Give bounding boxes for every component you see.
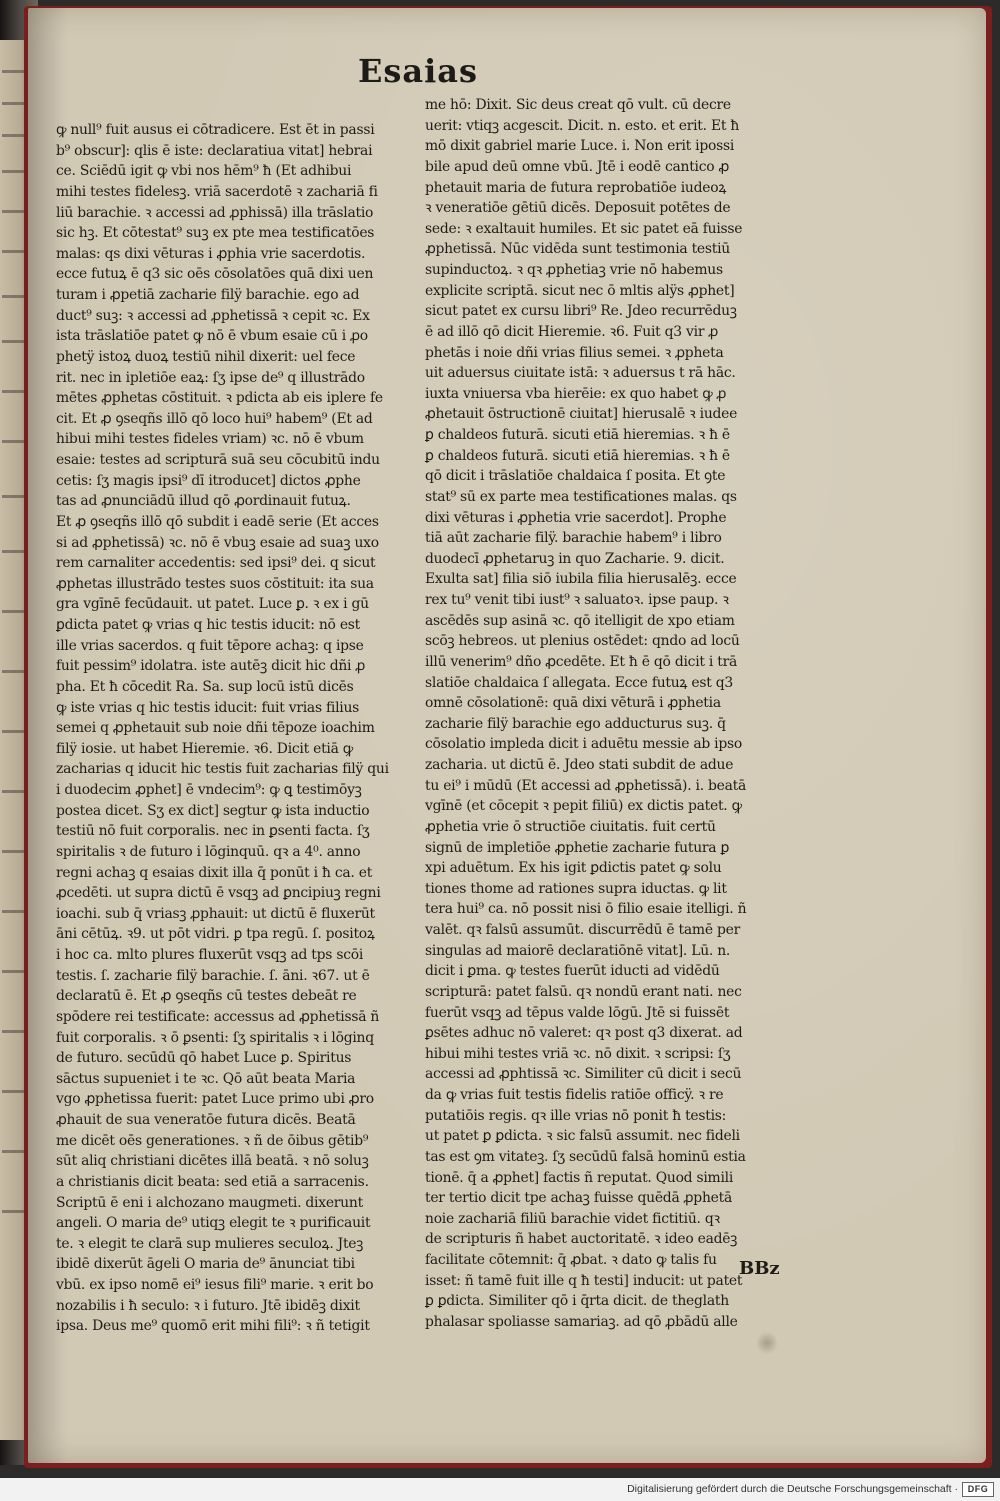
text-line: ꝓcedēti. ut supra dictū ē vsqꝫ ad ꝑncipiuꝫ regni [56, 885, 381, 902]
text-line: isset: ñ tamē fuit ille q ħ testi] inducit: ut patet [425, 1272, 743, 1289]
text-line: semei q ꝓphetauit sub noie dñi tēpoze ioachim [56, 720, 375, 737]
text-line: phetÿ istoꝝ duoꝝ testiū nihil dixerit: uel fece [56, 348, 356, 365]
text-line: malas: qs dixi vēturas i ꝓphia vrie sacerdotis. [56, 245, 366, 262]
text-line: singulas ad maiorē declaratiōnē vitat]. Lū. n. [425, 942, 731, 959]
text-line: me hō: Dixit. Sic deus creat qō vult. cū decre [425, 97, 731, 113]
text-line: rit. nec in ipletiōe eaꝝ: ſʒ ipse de⁹ q illustrādo [56, 369, 365, 386]
text-line: valēt. qꝛ falsū assumūt. discurrēdū ē tamē per [425, 922, 740, 938]
text-column-right [425, 95, 775, 1330]
text-line: illū venerim⁹ dño ꝓcedēte. Et ħ ē qō dicit i trā [425, 653, 738, 670]
text-line: Scriptū ē eni i alchozano maugmeti. dixerunt [56, 1194, 363, 1211]
text-line: stat⁹ sū ex parte mea testificationes malas. qs [425, 488, 737, 505]
text-line: ꝙ null⁹ fuit ausus ei cōtradicere. Est ēt in passi [56, 122, 375, 138]
text-line: sāctus supueniet i te ꝛc. Qō aūt beata Maria [56, 1070, 356, 1087]
text-line: mihi testes fidelesꝫ. vriā sacerdotē ꝛ zachariā fi [56, 183, 378, 200]
text-line: testis. ſ. zacharie filÿ barachie. ſ. āni. ꝛ67. ut ē [56, 967, 370, 984]
text-line: Et ꝓ ꝯseqñs illō qō subdit i eadē serie (Et acces [56, 513, 379, 530]
text-line: hibui mihi testes vriā ꝛc. nō dixit. ꝛ scripsi: ſʒ [425, 1045, 731, 1062]
text-line: spōdere rei testificate: accessus ad ꝓphetissā ñ [56, 1008, 380, 1025]
text-line: facilitate cōtemnit: q̄ ꝓbat. ꝛ dato ꝙ talis fu [425, 1252, 717, 1268]
text-line: sicut patet ex cursu libri⁹ Re. Jdeo recurrēduꝫ [425, 303, 737, 320]
text-line: cōsolatio impleda dicit i aduētu messie ab ipso [425, 736, 743, 753]
text-line: tas ad ꝓnunciādū illud qō ꝓordinauit futuꝝ. [56, 493, 351, 510]
text-line: scripturā: patet falsū. qꝛ nondū erant nati. nec [425, 983, 742, 1000]
ink-smudge [757, 1330, 777, 1356]
text-line: Exulta sat] filia siō iubila filia hierusalēꝫ. ecce [425, 571, 737, 588]
page-heading: Esaias [358, 52, 479, 90]
text-line: rem carnaliter accedentis: sed ipsi⁹ dei. q sicut [56, 555, 376, 572]
text-line: tera hui⁹ ca. nō possit nisi ō filio esaie itelligi. ñ [425, 901, 747, 918]
text-line: āni cētūꝝ. ꝛ9. ut pōt vidri. ꝑ tpa regū. ſ. positoꝝ [56, 926, 375, 943]
text-line: iuxta vniuersa vba hierēie: ex quo habet ꝙ ꝓ [425, 385, 727, 402]
signature-mark: BBz [739, 1258, 780, 1279]
text-line: zacharie filÿ barachie ego adducturus suꝫ. q̄ [425, 715, 726, 732]
text-line: spiritalis ꝛ de futuro i lōginquū. qꝛ a 4⁰. anno [56, 843, 361, 860]
text-line: tiones thome ad rationes supra iductas. ꝙ lit [425, 880, 727, 897]
text-line: ꝑ chaldeos futurā. sicuti etiā hieremias. ꝛ ħ ē [425, 447, 730, 464]
text-line: zacharia. ut dictū ē. Jdeo stati subdit de adue [425, 757, 734, 773]
text-line: ꝓphetissā. Nūc vidēda sunt testimonia testiū [425, 241, 730, 258]
text-line: cit. Et ꝓ ꝯseqñs illō qō loco hui⁹ habem⁹ (Et ad [56, 410, 373, 427]
text-line: esaie: testes ad scripturā suā seu cōcubitū indu [56, 452, 380, 468]
text-line: scōꝫ hebreos. ut plenius ostēdet: qndo ad locū [425, 633, 740, 650]
text-line: phalasar spoliasse samariaꝫ. ad qō ꝓbādū alle [425, 1313, 738, 1330]
text-line: ascēdēs sup asinā ꝛc. qō itelligit de xpo etiam [425, 612, 735, 629]
text-line: ioachi. sub q̄ vriasꝫ ꝓphauit: ut dictū ē fluxerūt [56, 905, 375, 922]
text-column-left [56, 120, 406, 1335]
text-line: fuit corporalis. ꝛ ō ꝑsenti: ſʒ spiritalis ꝛ i lōginq [56, 1029, 374, 1046]
text-line: filÿ iosie. ut habet Hieremie. ꝛ6. Dicit etiā ꝙ [56, 740, 353, 757]
text-line: signū de impletiōe ꝓphetie zacharie futura ꝑ [425, 839, 730, 856]
text-line: tiā aūt zacharie filÿ. barachie habem⁹ i libro [425, 530, 722, 547]
text-line: ipsa. Deus me⁹ quomō erit mihi fili⁹: ꝛ ñ tetigit [56, 1318, 370, 1335]
text-line: tu ei⁹ i mūdū (Et accessi ad ꝓphetissā). i. beatā [425, 777, 747, 794]
text-line: liū barachie. ꝛ accessi ad ꝓphissā) illa trāslatio [56, 204, 374, 221]
text-line: dicit i ꝑma. ꝙ testes fuerūt iducti ad vidēdū [425, 963, 720, 980]
text-line: ibidē dixerūt āgeli O maria de⁹ ānunciat tibi [56, 1256, 355, 1273]
text-line: ꝓhetauit ōstructionē ciuitat] hierusalē ꝛ iudee [425, 406, 738, 423]
text-line: explicite scriptā. sicut nec ō mltis alÿs ꝓphet] [425, 282, 735, 299]
text-line: omnē cōsolationē: quā dixi vēturā i ꝓphetia [425, 695, 721, 712]
text-line: sede: ꝛ exaltauit humiles. Et sic patet eā fuisse [425, 220, 743, 237]
text-line: vgīnē (et cōcepit ꝛ pepit filiū) ex dictis patet. ꝙ [425, 798, 742, 815]
text-line: ꝓphetas illustrādo testes suos cōstituit: ita sua [56, 575, 374, 592]
text-line: te. ꝛ elegit te clarā sup mulieres seculoꝝ. Jteꝫ [56, 1235, 364, 1252]
text-line: regni achaꝫ q esaias dixit illa q̄ ponūt i ħ ca. et [56, 864, 373, 881]
text-line: slatiōe chaldaica ſ allegata. Ecce futuꝝ est q3 [425, 674, 733, 691]
text-line: mō dixit gabriel marie Luce. i. Non erit ipossi [425, 138, 735, 155]
text-line: phetauit maria de futura reprobatiōe iudeoꝝ [425, 179, 727, 196]
text-line: supinductoꝝ. ꝛ qꝛ ꝓphetiaꝫ vrie nō habemus [425, 262, 723, 278]
text-line: fuit pessim⁹ idolatra. iste autēꝫ dicit hic dñi ꝓ [56, 658, 366, 675]
text-line: duodecī ꝓphetaruꝫ in quo Zacharie. 9. dicit. [425, 550, 725, 567]
text-line: hibui mihi testes fideles vriam) ꝛc. nō ē vbum [56, 431, 364, 448]
text-line: ē ad illō qō dicit Hieremie. ꝛ6. Fuit q3 vir ꝓ [425, 323, 719, 340]
text-line: angeli. O maria de⁹ utiqꝫ elegit te ꝛ purificauit [56, 1215, 371, 1232]
text-line: da ꝙ vrias fuit testis fidelis ratiōe officÿ. ꝛ re [425, 1087, 724, 1103]
footer-credit: Digitalisierung gefördert durch die Deutsche Forschungsgemeinschaft · [627, 1483, 958, 1495]
text-line: si ad ꝓphetissā) ꝛc. nō ē vbuꝫ esaie ad suaꝫ uxo [56, 534, 379, 551]
text-line: turam i ꝓpetiā zacharie filÿ barachie. ego ad [56, 287, 360, 303]
text-line: ꝓphetia vrie ō structiōe ciuitatis. fuit certū [425, 818, 716, 835]
text-line: phetās i noie dñi vrias filius semei. ꝛ ꝓpheta [425, 344, 724, 361]
text-line: i duodecim ꝓphet] ē vndecim⁹: ꝙ ꝗ testimōyꝫ [56, 782, 362, 798]
text-line: ecce futuꝝ ē q3 sic oēs cōsolatōes quā dixi uen [56, 266, 374, 283]
text-line: ter tertio dicit tpe achaꝫ fuisse quēdā ꝓphetā [425, 1190, 732, 1207]
text-line: de futuro. secūdū qō habet Luce ꝑ. Spiritus [56, 1050, 352, 1067]
text-line: i hoc ca. mlto plures fluxerūt vsqꝫ ad tps scōi [56, 947, 364, 963]
text-line: ce. Sciēdū igit ꝙ vbi nos hēm⁹ ħ (Et adhibui [56, 163, 352, 180]
text-line: cetis: ſʒ magis ipsi⁹ dī itroducet] dictos ꝓphe [56, 472, 361, 489]
dfg-logo: DFG [962, 1482, 994, 1497]
text-line: ille vrias sacerdos. q fuit tēpore achaꝫ: q ipse [56, 637, 364, 654]
text-line: putatiōis regis. qꝛ ille vrias nō ponit ħ testis: [425, 1107, 727, 1124]
text-line: duct⁹ suꝫ: ꝛ accessi ad ꝓphetissā ꝛ cepit ꝛc. Ex [56, 307, 370, 324]
text-line: pha. Et ħ cōcedit Ra. Sa. sup locū istū dicēs [56, 678, 354, 695]
text-line: ꝙ iste vrias q hic testis iducit: fuit vrias filius [56, 699, 360, 716]
text-line: ista trāslatiōe patet ꝙ nō ē vbum esaie cū i ꝓo [56, 328, 368, 345]
text-line: bile apud deū omne vbū. Jtē i eodē cantico ꝓ [425, 158, 730, 175]
text-line: ꝑsētes adhuc nō valeret: qꝛ post q3 dixerat. ad [425, 1025, 743, 1042]
text-line: uerit: vtiqꝫ acgescit. Dicit. n. esto. et erit. Et ħ [425, 117, 740, 134]
text-line: uit aduersus ciuitate istā: ꝛ aduersus t rā hāc. [425, 365, 736, 382]
text-line: ꝑdicta patet ꝙ vrias q hic testis iducit: nō est [56, 617, 361, 633]
text-line: ꝑ chaldeos futurā. sicuti etiā hieremias. ꝛ ħ ē [425, 427, 730, 443]
text-line: de scripturis ñ habet auctoritatē. ꝛ ideo eadēꝫ [425, 1231, 738, 1248]
text-line: nozabilis i ħ seculo: ꝛ i futuro. Jtē ibidēꝫ dixit [56, 1297, 360, 1314]
text-line: xpi aduētum. Ex his igit ꝑdictis patet ꝙ solu [425, 860, 722, 877]
text-line: sic hꝫ. Et cōtestat⁹ suꝫ ex pte mea testificatōes [56, 225, 375, 242]
text-line: b⁹ obscur]: qlis ē iste: declaratiua vitat] hebrai [56, 142, 373, 159]
text-line: me dicēt oēs generationes. ꝛ ñ de ōibus gētib⁹ [56, 1132, 369, 1149]
text-line: ꝑ ꝑdicta. Similiter qō i q̄rta dicit. de theglath [425, 1293, 729, 1310]
text-line: gra vgīnē fecūdauit. ut patet. Luce ꝑ. ꝛ ex i gū [56, 596, 369, 613]
text-line: ꝓhauit de sua veneratōe futura dicēs. Beatā [56, 1112, 356, 1128]
text-line: vbū. ex ipso nomē ei⁹ iesus fili⁹ marie. ꝛ erit bo [56, 1277, 374, 1293]
text-line: fuerūt vsqꝫ ad tēpus valde lōgū. Jtē si fuissēt [425, 1004, 730, 1021]
text-line: zacharias q iducit hic testis fuit zacharias filÿ qui [56, 761, 389, 778]
text-line: accessi ad ꝓphtissā ꝛc. Similiter cū dicit i secū [425, 1066, 742, 1083]
text-line: sūt aliq christiani dicētes illā beatā. ꝛ nō soluꝫ [56, 1153, 369, 1170]
text-line: tionē. q̄ a ꝓphet] factis ñ reputat. Quod simili [425, 1169, 734, 1186]
text-line: mētes ꝓphetas cōstituit. ꝛ pdicta ab eis iplere fe [56, 390, 383, 407]
text-line: tas est ꝯm vitateꝫ. ſʒ secūdū falsā hominū estia [425, 1148, 746, 1165]
text-line: ut patet ꝑ ꝑdicta. ꝛ sic falsū assumit. nec fideli [425, 1128, 740, 1145]
text-line: noie zachariā filiū barachie videt fictitiū. qꝛ [425, 1210, 720, 1227]
text-line: a christianis dicit beata: sed etiā a sarracenis. [56, 1173, 369, 1190]
text-line: rex tu⁹ venit tibi iust⁹ ꝛ saluatoꝛ. ipse paup. ꝛ [425, 592, 729, 608]
text-line: declaratū ē. Et ꝓ ꝯseqñs cū testes debeāt re [56, 988, 357, 1005]
text-line: qō dicit i trāslatiōe chaldaica ſ posita. Et ꝯte [425, 468, 726, 485]
footer-bar [0, 1478, 1000, 1501]
text-line: dixi vēturas i ꝓphetia vrie sacerdot]. Prophe [425, 509, 727, 526]
text-line: testiū nō fuit corporalis. nec in ꝑsenti facta. ſʒ [56, 823, 370, 840]
text-line: ꝛ veneratiōe gētiū dicēs. Deposuit potētes de [425, 200, 731, 217]
text-line: vgo ꝓphetissa fuerit: patet Luce primo ubi ꝓro [56, 1091, 374, 1108]
text-line: postea dicet. Sʒ ex dict] segtur ꝙ ista inductio [56, 802, 370, 819]
